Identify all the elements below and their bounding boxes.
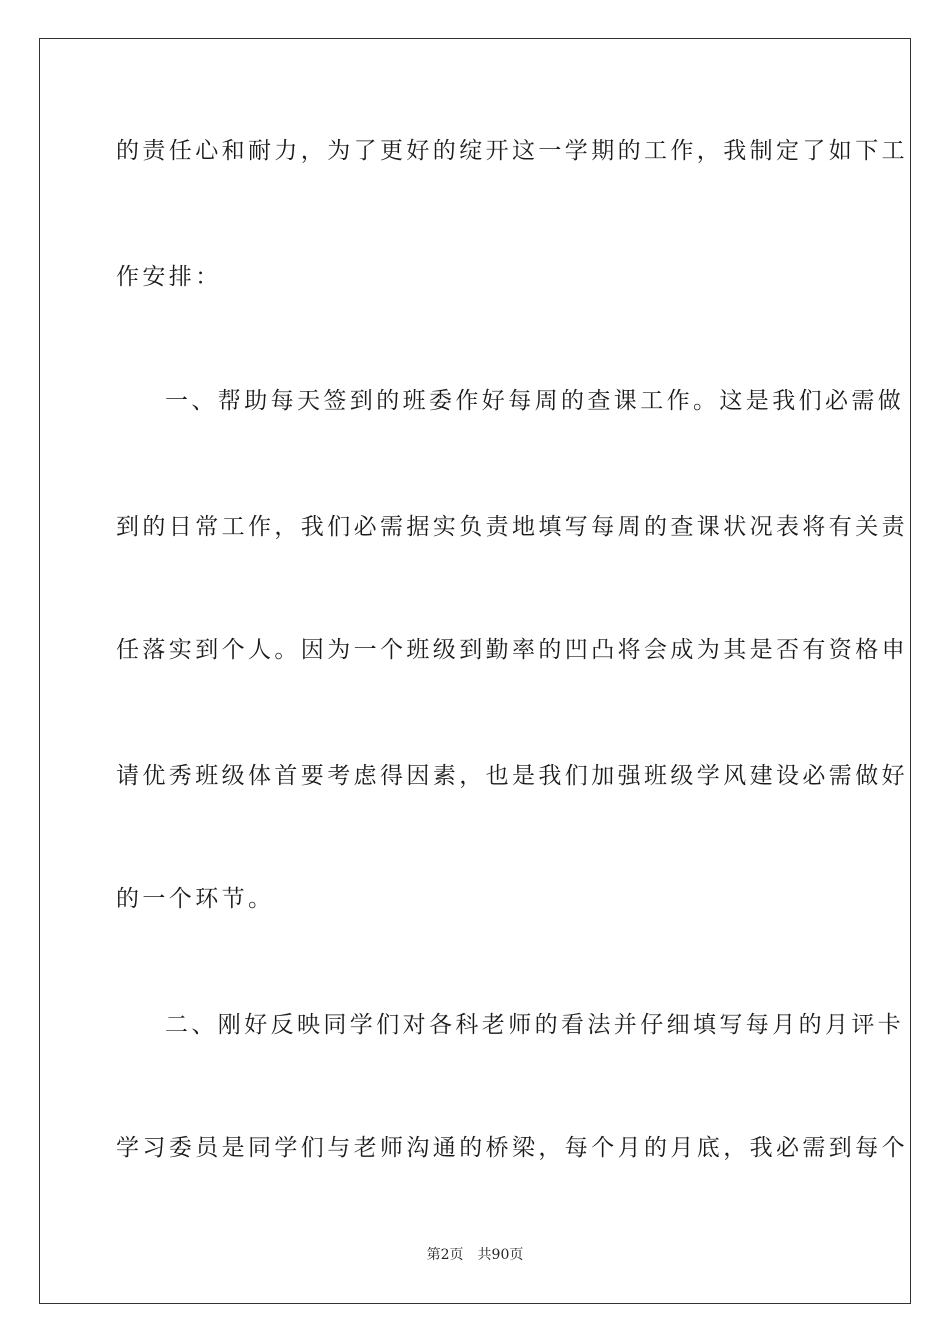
- page-border: [39, 38, 911, 1304]
- page-number: 第2页: [426, 1247, 464, 1263]
- page-footer: [0, 1246, 950, 1264]
- text-line: 到的日常工作，我们必需据实负责地填写每周的查课状况表将有关责: [116, 514, 908, 540]
- text-line: 的一个环节。: [116, 886, 275, 912]
- page-total: 共90页: [477, 1247, 524, 1263]
- text-line: 一、帮助每天签到的班委作好每周的查课工作。这是我们必需做: [165, 388, 905, 414]
- text-line: 任落实到个人。因为一个班级到勤率的凹凸将会成为其是否有资格申: [116, 637, 908, 663]
- text-line: 的责任心和耐力，为了更好的绽开这一学期的工作，我制定了如下工: [116, 138, 908, 164]
- text-line: 学习委员是同学们与老师沟通的桥梁，每个月的月底，我必需到每个: [116, 1135, 908, 1161]
- text-line: 二、刚好反映同学们对各科老师的看法并仔细填写每月的月评卡: [165, 1012, 905, 1038]
- text-line: 请优秀班级体首要考虑得因素，也是我们加强班级学风建设必需做好: [116, 763, 908, 789]
- text-line: 作安排：: [116, 264, 222, 290]
